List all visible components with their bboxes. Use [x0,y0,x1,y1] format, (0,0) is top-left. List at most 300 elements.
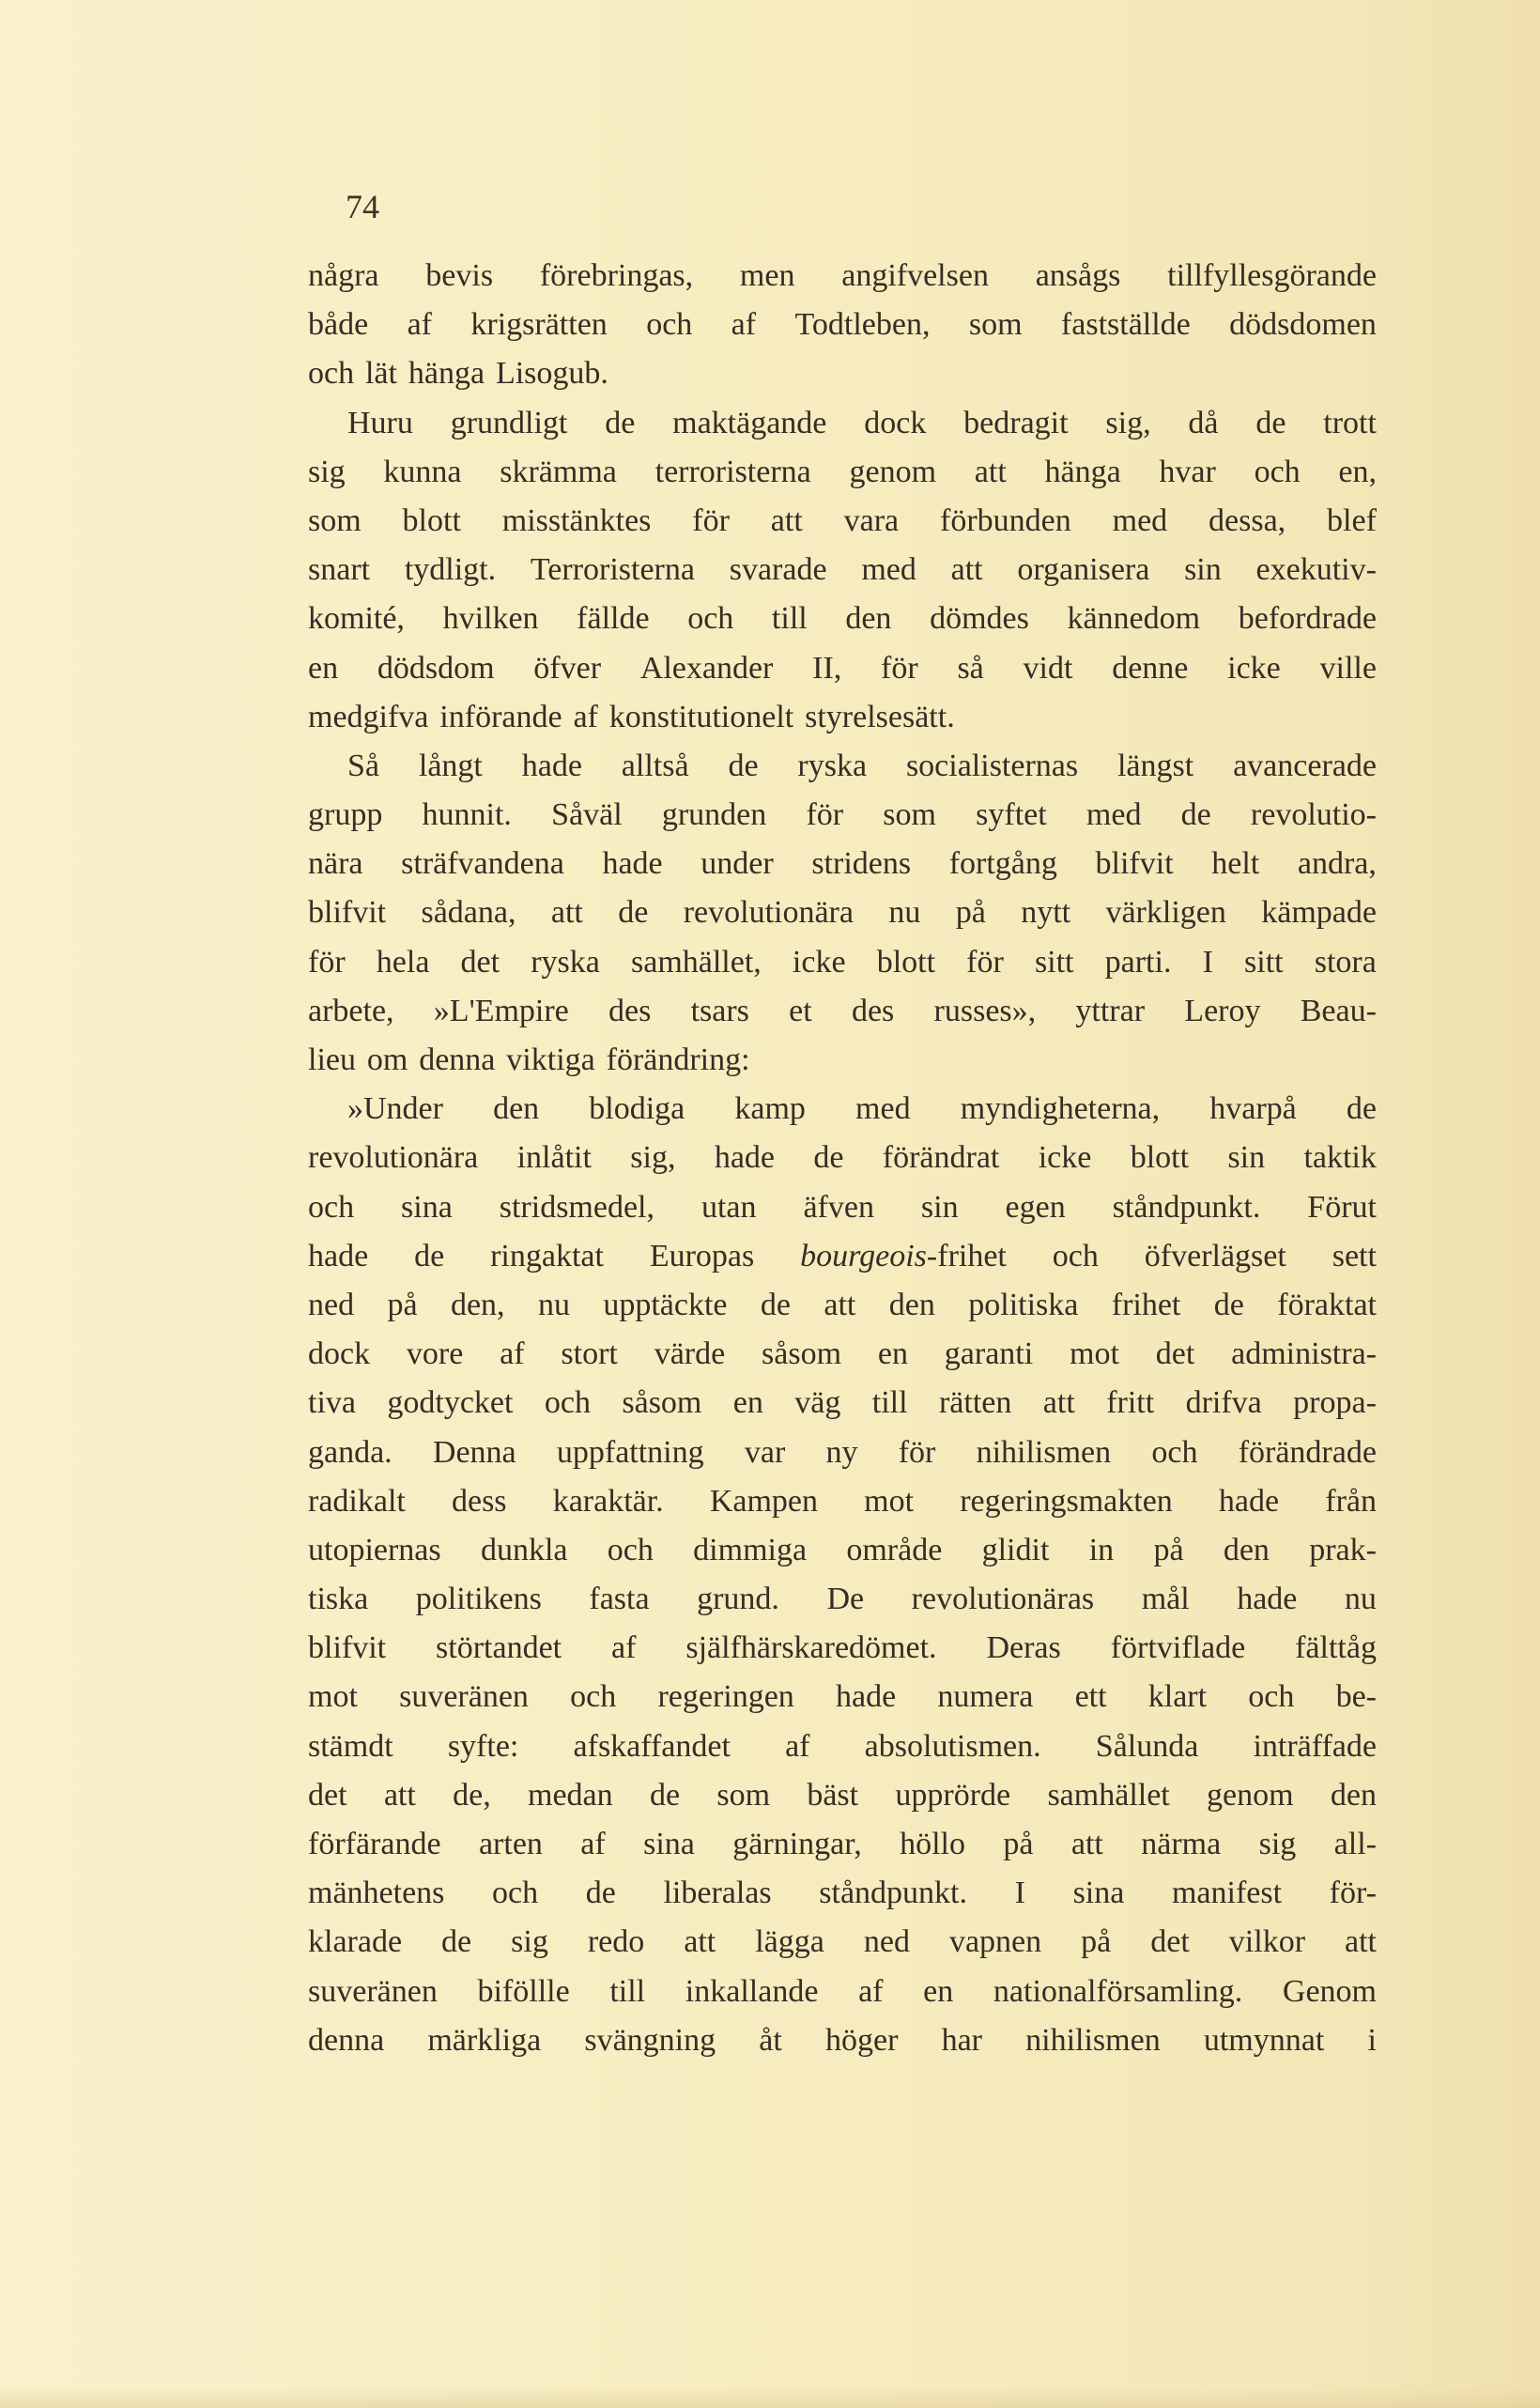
word: stora [1314,944,1377,980]
word: dock [864,405,927,440]
word: hade [308,1238,369,1273]
word: mot [864,1483,915,1519]
word: både [308,307,369,343]
word: de [1213,1287,1244,1322]
word: af [580,1827,606,1861]
text-line [308,1036,1377,1085]
word: och [1151,1434,1198,1470]
text-line [308,1477,1377,1526]
text-line [308,938,1377,987]
text-line [308,1379,1377,1428]
word: så [957,650,984,686]
word: om [366,1042,408,1077]
word: russes», [933,993,1037,1028]
word: suveränen [308,1973,438,2009]
word: sitt [1034,944,1074,980]
word: en [732,1385,763,1421]
word: de [728,748,759,783]
word: andra, [1297,846,1377,882]
word: till [871,1385,908,1421]
word: icke [1038,1140,1092,1176]
word: Terroristerna [530,552,695,588]
word: och [687,601,734,637]
word: att [383,1777,416,1813]
word: grupp [308,797,383,833]
word: grunden [661,797,767,833]
word: vore [406,1336,464,1372]
word: öfverlägset [1144,1238,1286,1273]
word: det [1150,1924,1190,1960]
word: mål [1141,1582,1190,1617]
word: ståndpunkt. [1112,1189,1261,1225]
word: mot [1070,1336,1119,1372]
word: dess [451,1483,507,1519]
word: åt [759,2022,782,2058]
word: genom [849,454,937,489]
word: II, [812,650,842,686]
word: sina [401,1189,453,1225]
word: längst [1116,748,1194,783]
word: Såväl [551,797,623,833]
word: blifvit [1095,846,1174,882]
word: och [646,307,693,343]
word: kamp [734,1091,806,1127]
word: vapnen [948,1924,1042,1960]
word: tydligt. [404,552,497,588]
word: märkliga [427,2022,542,2058]
word: de [605,405,636,440]
word: den [493,1091,540,1127]
word: ned [308,1287,355,1322]
word: denna [419,1042,496,1077]
word: hade [1218,1483,1280,1519]
word: parti. [1104,944,1172,980]
word: Deras [986,1630,1061,1666]
word: de [813,1140,844,1176]
word: sig [308,454,346,489]
word: bourgeois-frihet [800,1238,1007,1273]
word: ståndpunkt. [819,1875,967,1911]
word: denne [1112,650,1189,686]
word: långt [418,748,483,783]
word: dödsdom [377,650,495,686]
word: införande [439,699,562,734]
word: på [1003,1827,1034,1861]
word: och [1052,1238,1099,1273]
word: stridens [811,846,912,882]
word: fasta [589,1582,650,1617]
word: en [877,1336,908,1372]
word: den [845,601,892,637]
word: drifva [1185,1385,1262,1421]
word: Lisogub. [495,356,608,392]
word: hunnit. [422,797,512,833]
word: politiska [968,1287,1079,1322]
word: hänga [408,356,485,392]
word: af [731,307,757,343]
word: hänga [1044,454,1121,489]
word: trott [1323,405,1377,440]
word: ansågs [1035,258,1121,293]
word: det [460,944,500,980]
word: sig [511,1924,548,1960]
word: bedragit [963,405,1069,440]
word: Så [347,748,379,783]
word: revolutionära [308,1140,479,1176]
text-line [308,1820,1377,1869]
word: att [950,552,983,588]
word: stämdt [308,1728,393,1764]
word: sträfvandena [401,846,564,882]
word: under [701,846,774,882]
word: lät [364,356,397,392]
word: Kampen [709,1483,819,1519]
word: några [308,258,379,293]
word: blott [876,944,936,980]
word: att [1345,1924,1377,1960]
word: af [858,1973,884,2009]
word: de [585,1875,616,1911]
word: regeringsmakten [960,1483,1173,1519]
word: suveränen [399,1679,529,1715]
word: Leroy [1184,993,1261,1028]
word: hade [714,1140,775,1176]
word: de [618,895,649,931]
body-text [308,252,1377,2065]
word: des [608,993,652,1028]
word: De [826,1582,865,1617]
text-line [308,497,1377,546]
word: ganda. [308,1434,393,1470]
word: men [739,258,795,293]
word: att [770,502,803,538]
word: styrelsesätt. [805,699,955,734]
word: hade [836,1679,897,1715]
word: och [544,1385,591,1421]
word: organisera [1017,552,1150,588]
word: för [881,650,918,686]
word: dimmiga [693,1532,808,1567]
text-line [308,1771,1377,1820]
word: klarade [308,1924,403,1960]
word: administra- [1231,1336,1377,1372]
text-line [308,1085,1377,1134]
word: arten [478,1827,543,1861]
word: I [1202,944,1213,980]
word: genom [1207,1777,1294,1813]
word: uppfattning [556,1434,704,1470]
word: sina [1072,1875,1125,1911]
word: in [1088,1532,1115,1567]
word: att [824,1287,856,1322]
word: med [861,552,916,588]
word: ett [1074,1679,1107,1715]
word: komité, [308,601,405,637]
text-line [308,1281,1377,1330]
word: ny [825,1434,858,1470]
word: som [308,502,362,538]
word: det [308,1777,347,1813]
word: hvar [1159,454,1216,489]
word: för [898,1434,936,1470]
word: värde [654,1336,726,1372]
word: Todtleben, [794,307,931,343]
word: det [1155,1336,1195,1372]
word: och [308,356,355,392]
text-line [308,301,1377,349]
word: tsars [690,993,749,1028]
word: Alexander [639,650,774,686]
word: med [1112,502,1168,538]
word: fritt [1106,1385,1155,1421]
word: upprörde [895,1777,1011,1813]
word: mot [308,1679,358,1715]
word: de [414,1238,445,1273]
word: själfhärskaredömet. [685,1630,937,1666]
word: dock [308,1336,371,1372]
text-line [308,742,1377,791]
word: vilkor [1228,1924,1306,1960]
word: »Under [347,1091,443,1127]
text-line [308,791,1377,840]
word: att [550,895,583,931]
word: nihilismen [976,1434,1112,1470]
word: grund. [697,1582,779,1617]
word: karaktär. [552,1483,664,1519]
word: höllo [900,1827,965,1861]
word: »L'Empire [433,993,569,1028]
word: hvarpå [1209,1091,1297,1127]
word: var [744,1434,786,1470]
word: snart [308,552,371,588]
word: öfver [533,650,602,686]
text-line [308,1722,1377,1771]
word: att [1042,1385,1075,1421]
word: klart [1147,1679,1208,1715]
word: dödsdomen [1229,307,1377,343]
word: helt [1211,846,1260,882]
word: ned [863,1924,910,1960]
word: yttrar [1075,993,1146,1028]
word: misstänktes [501,502,652,538]
word: samhället [1047,1777,1170,1813]
word: de [1346,1091,1377,1127]
word: för [966,944,1004,980]
word: och [570,1679,617,1715]
word: fastställde [1060,307,1191,343]
word: grundligt [450,405,568,440]
word: störtandet [436,1630,562,1666]
word: närma [1141,1827,1222,1861]
word: syfte: [447,1728,519,1764]
word: på [1153,1532,1184,1567]
text-line [308,252,1377,301]
text-line [308,693,1377,742]
word: frihet [1111,1287,1181,1322]
word: hade [602,846,663,882]
word: till [609,1973,646,2009]
word: sig, [1105,405,1151,440]
word: som [968,307,1023,343]
word: stridsmedel, [499,1189,655,1225]
word: blott [1130,1140,1190,1176]
word: sin [1227,1140,1266,1176]
word: medgifva [308,699,429,734]
word: inkallande [685,1973,819,2009]
word: regeringen [657,1679,794,1715]
word: Genom [1282,1973,1377,2009]
word: en, [1338,454,1377,489]
text-line [308,546,1377,594]
word: hvilken [442,601,539,637]
word: nu [537,1287,570,1322]
word: socialisternas [905,748,1079,783]
word: inlåtit [516,1140,592,1176]
word: alltså [621,748,689,783]
word: sett [1332,1238,1377,1273]
text-line [308,399,1377,448]
word: bäst [807,1777,859,1813]
word: för- [1329,1875,1377,1911]
word: den [1223,1532,1270,1567]
word: förfärande [308,1827,441,1861]
word: redo [587,1924,645,1960]
word: blott [402,502,461,538]
word: nu [1344,1582,1377,1617]
word: i [1367,2022,1377,2058]
word: medan [528,1777,613,1813]
word: be- [1335,1679,1377,1715]
word: af [785,1728,810,1764]
word: sin [1184,552,1222,588]
word: ringaktat [490,1238,604,1273]
word: för [308,944,346,980]
text-line [308,1624,1377,1673]
word: förebringas, [539,258,694,293]
word: taktik [1303,1140,1377,1176]
word: har [941,2022,982,2058]
word: fällde [577,601,650,637]
word: krigsrätten [470,307,608,343]
word: Förut [1307,1189,1377,1225]
page-bottom-edge [0,2387,1540,2408]
text-line [308,1134,1377,1182]
text-line [308,1428,1377,1477]
word: de [760,1287,791,1322]
word: utan [701,1189,757,1225]
text-line [308,1526,1377,1575]
text-line [308,1869,1377,1918]
word: de [1255,405,1286,440]
word: förändring: [606,1042,750,1077]
word: som [883,797,936,833]
word: fälttåg [1295,1630,1377,1666]
word: och [1254,454,1301,489]
word: på [955,895,986,931]
word: maktägande [672,405,827,440]
word: såsom [762,1336,842,1372]
word: revolutionära [683,895,854,931]
word: de [1180,797,1211,833]
word: mänhetens [308,1875,445,1911]
word: dömdes [930,601,1029,637]
word: myndigheterna, [960,1091,1161,1127]
word: viktiga [506,1042,595,1077]
word: kämpade [1261,895,1377,931]
text-line [308,840,1377,888]
word: med [1086,797,1142,833]
word: stort [561,1336,618,1372]
word: angifvelsen [841,258,989,293]
word: sig [1258,1827,1297,1861]
word: lieu [308,1042,356,1077]
text-line [308,644,1377,693]
word: af [407,307,432,343]
page-number: 74 [346,188,379,225]
word: glidit [981,1532,1050,1567]
word: kunna [383,454,462,489]
word: förändrade [1238,1434,1377,1470]
word: biföllle [477,1973,570,2009]
word: inträffade [1253,1728,1377,1764]
word: numera [937,1679,1034,1715]
word: af [500,1336,525,1372]
word: att [1070,1827,1103,1861]
word: den [888,1287,935,1322]
word: icke [792,944,846,980]
word: äfven [803,1189,874,1225]
word: samhället, [631,944,762,980]
word: egen [1005,1189,1066,1225]
word: sin [920,1189,959,1225]
word: område [846,1532,943,1567]
word: och [308,1189,355,1225]
word: vidt [1023,650,1073,686]
text-line [308,1183,1377,1232]
word: att [684,1924,716,1960]
word: Europas [649,1238,755,1273]
word: förbunden [940,502,1071,538]
word: ryska [797,748,868,783]
word: att [974,454,1007,489]
word: hela [376,944,430,980]
word: på [387,1287,418,1322]
word: absolutismen. [864,1728,1041,1764]
word: blodiga [589,1091,685,1127]
word: et [789,993,812,1028]
word: blifvit [308,1630,387,1666]
word: Huru [347,405,413,440]
word: propa- [1293,1385,1377,1421]
word: de [649,1777,681,1813]
word: till [771,601,808,637]
word: terroristerna [654,454,811,489]
word: och [1248,1679,1295,1715]
text-line [308,448,1377,497]
word: Beau- [1300,993,1377,1028]
text-line [308,1330,1377,1379]
word: sitt [1244,944,1284,980]
word: manifest [1171,1875,1283,1911]
word: för [806,797,844,833]
word: dunkla [480,1532,568,1567]
word: tiska [308,1582,369,1617]
word: syftet [976,797,1047,833]
word: gärningar, [732,1827,862,1861]
word: hade [521,748,582,783]
word: de [441,1924,472,1960]
word: exekutiv- [1255,552,1377,588]
